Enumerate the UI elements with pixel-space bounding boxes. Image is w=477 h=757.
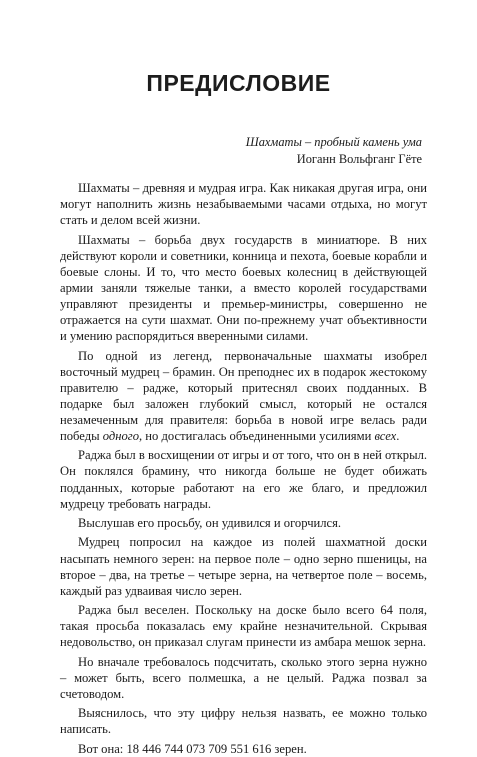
body-text bbox=[60, 180, 427, 757]
paragraph-6: Мудрец попросил на каждое из полей шахматной доски насыпать немного зерен: на первое поле – одно зерно пшеницы, на второе – два, на третье – четыре зерна, на четвертое поле – восемь, каждый раз удваивая число зерен. bbox=[60, 535, 427, 598]
emphasis-one: одного bbox=[102, 429, 139, 443]
paragraph-3-part-2: , но достигалась объединенными усилиями bbox=[139, 429, 375, 443]
paragraph-3-part-1: По одной из легенд, первоначальные шахматы изобрел восточный мудрец – брамин. Он преподнес их в подарок жестокому правителю – радже, который притеснял своих подданных. В подарке был заложен глубокий смысл, который не остался незамеченным для правителя: борьба в новой игре велась ради победы bbox=[60, 348, 427, 443]
epigraph bbox=[122, 134, 422, 168]
epigraph-quote: Шахматы – пробный камень ума bbox=[245, 135, 422, 149]
paragraph-3 bbox=[60, 348, 427, 445]
paragraph-8: Но вначале требовалось подсчитать, сколько этого зерна нужно – может быть, всего полмешка, а не целый. Раджа позвал за счетоводом. bbox=[60, 654, 427, 701]
paragraph-4: Раджа был в восхищении от игры и от того, что он в ней открыл. Он поклялся брамину, что никогда больше не будет обижать подданных, которые работают на его же благо, и предложил мудрецу требовать награды. bbox=[60, 448, 427, 511]
page-title: ПРЕДИСЛОВИЕ bbox=[146, 70, 331, 96]
paragraph-7: Раджа был веселен. Поскольку на доске было всего 64 поля, такая просьба показалась ему крайне незначительной. Скрывая недовольство, он приказал слугам принести из амбара мешок зерна. bbox=[60, 603, 427, 650]
paragraph-2: Шахматы – борьба двух государств в миниатюре. В них действуют короли и советники, конница и пехота, боевые корабли и боевые слоны. И то, что место боевых колесниц в действующей армии заняли тяжелые танки, а вместо королей государствами управляют президенты и премьер-министры, совершенно не отражается на сути шахмат. Они по-прежнему учат объективности и умению распорядиться вверенными силами. bbox=[60, 232, 427, 344]
epigraph-author: Иоганн Вольфганг Гёте bbox=[296, 152, 422, 166]
paragraph-9: Выяснилось, что эту цифру нельзя назвать, ее можно только написать. bbox=[60, 706, 427, 737]
paragraph-3-part-3: . bbox=[396, 429, 400, 443]
emphasis-all: всех bbox=[374, 429, 397, 443]
paragraph-5: Выслушав его просьбу, он удивился и огорчился. bbox=[78, 516, 342, 531]
paragraph-10: Вот она: 18 446 744 073 709 551 616 зерен. bbox=[78, 741, 307, 756]
paragraph-1: Шахматы – древняя и мудрая игра. Как никакая другая игра, они могут наполнить жизнь незабываемыми часами отдыха, но могут стать и делом всей жизни. bbox=[60, 181, 427, 228]
